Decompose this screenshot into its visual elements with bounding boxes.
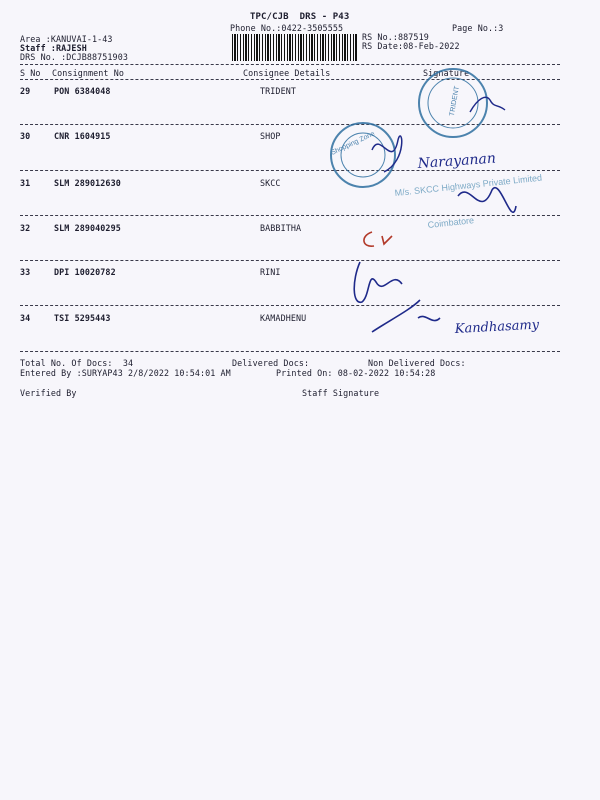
non-delivered-docs: Non Delivered Docs:: [368, 358, 466, 368]
signature-rini: [354, 262, 402, 302]
document-title: TPC/CJB DRS - P43: [250, 12, 350, 22]
phone-number: Phone No.:0422-3505555: [230, 23, 344, 33]
verified-by: Verified By: [20, 388, 77, 398]
row-consignee: KAMADHENU: [260, 313, 307, 323]
row-consignee: SKCC: [260, 178, 281, 188]
row-sno: 34: [20, 313, 31, 323]
divider: [20, 124, 560, 125]
row-sno: 30: [20, 131, 31, 141]
signature-shop: [372, 136, 402, 172]
total-docs: Total No. Of Docs: 34: [20, 358, 134, 368]
row-consignment: PON 6384048: [54, 86, 111, 96]
col-consignment: Consignment No: [52, 68, 124, 78]
rs-number: RS No.:887519: [362, 32, 429, 42]
staff-label: Staff :RAJESH: [20, 43, 87, 53]
barcode: [232, 34, 357, 61]
handwriting-narayanan: Narayanan: [417, 150, 497, 172]
delivered-docs: Delivered Docs:: [232, 358, 310, 368]
shopping-zone-stamp: [330, 123, 395, 187]
row-consignment: CNR 1604915: [54, 131, 111, 141]
row-consignment: SLM 289012630: [54, 178, 121, 188]
handwriting-kandhasamy: Kandhasamy: [454, 317, 540, 337]
row-consignee: RINI: [260, 267, 281, 277]
skcc-stamp: [394, 173, 542, 230]
row-sno: 33: [20, 267, 31, 277]
divider: [20, 305, 560, 306]
row-sno: 32: [20, 223, 31, 233]
signature-skcc: [458, 188, 516, 213]
row-consignee: SHOP: [260, 131, 281, 141]
page-number: Page No.:3: [452, 23, 504, 33]
divider: [20, 215, 560, 216]
staff-signature: Staff Signature: [302, 388, 380, 398]
row-consignment: DPI 10020782: [54, 267, 116, 277]
divider: [20, 79, 560, 80]
divider: [20, 260, 560, 261]
shopping-zone-text: Shopping Zone: [330, 130, 377, 157]
row-consignment: SLM 289040295: [54, 223, 121, 233]
col-consignee: Consignee Details: [243, 68, 331, 78]
divider: [20, 170, 560, 171]
trident-stamp-text: TRIDENT: [448, 85, 461, 117]
divider: [20, 64, 560, 65]
entered-by: Entered By :SURYAP43 2/8/2022 10:54:01 AM: [20, 368, 231, 378]
row-consignee: BABBITHA: [260, 223, 302, 233]
area-label: Area :KANUVAI-1-43: [20, 34, 113, 44]
signature-trident: [470, 97, 505, 112]
col-sno: S No: [20, 68, 41, 78]
row-consignee: TRIDENT: [260, 86, 296, 96]
row-consignment: TSI 5295443: [54, 313, 111, 323]
col-signature: Signature: [423, 68, 470, 78]
signature-babbitha: [364, 232, 392, 246]
printed-on: Printed On: 08-02-2022 10:54:28: [276, 368, 436, 378]
row-sno: 29: [20, 86, 31, 96]
skcc-stamp-city: Coimbatore: [427, 215, 475, 230]
divider: [20, 351, 560, 352]
row-sno: 31: [20, 178, 31, 188]
skcc-stamp-text: M/s. SKCC Highways Private Limited: [394, 172, 543, 198]
drs-number: DRS No. :DCJB88751903: [20, 52, 128, 62]
rs-date: RS Date:08-Feb-2022: [362, 41, 460, 51]
